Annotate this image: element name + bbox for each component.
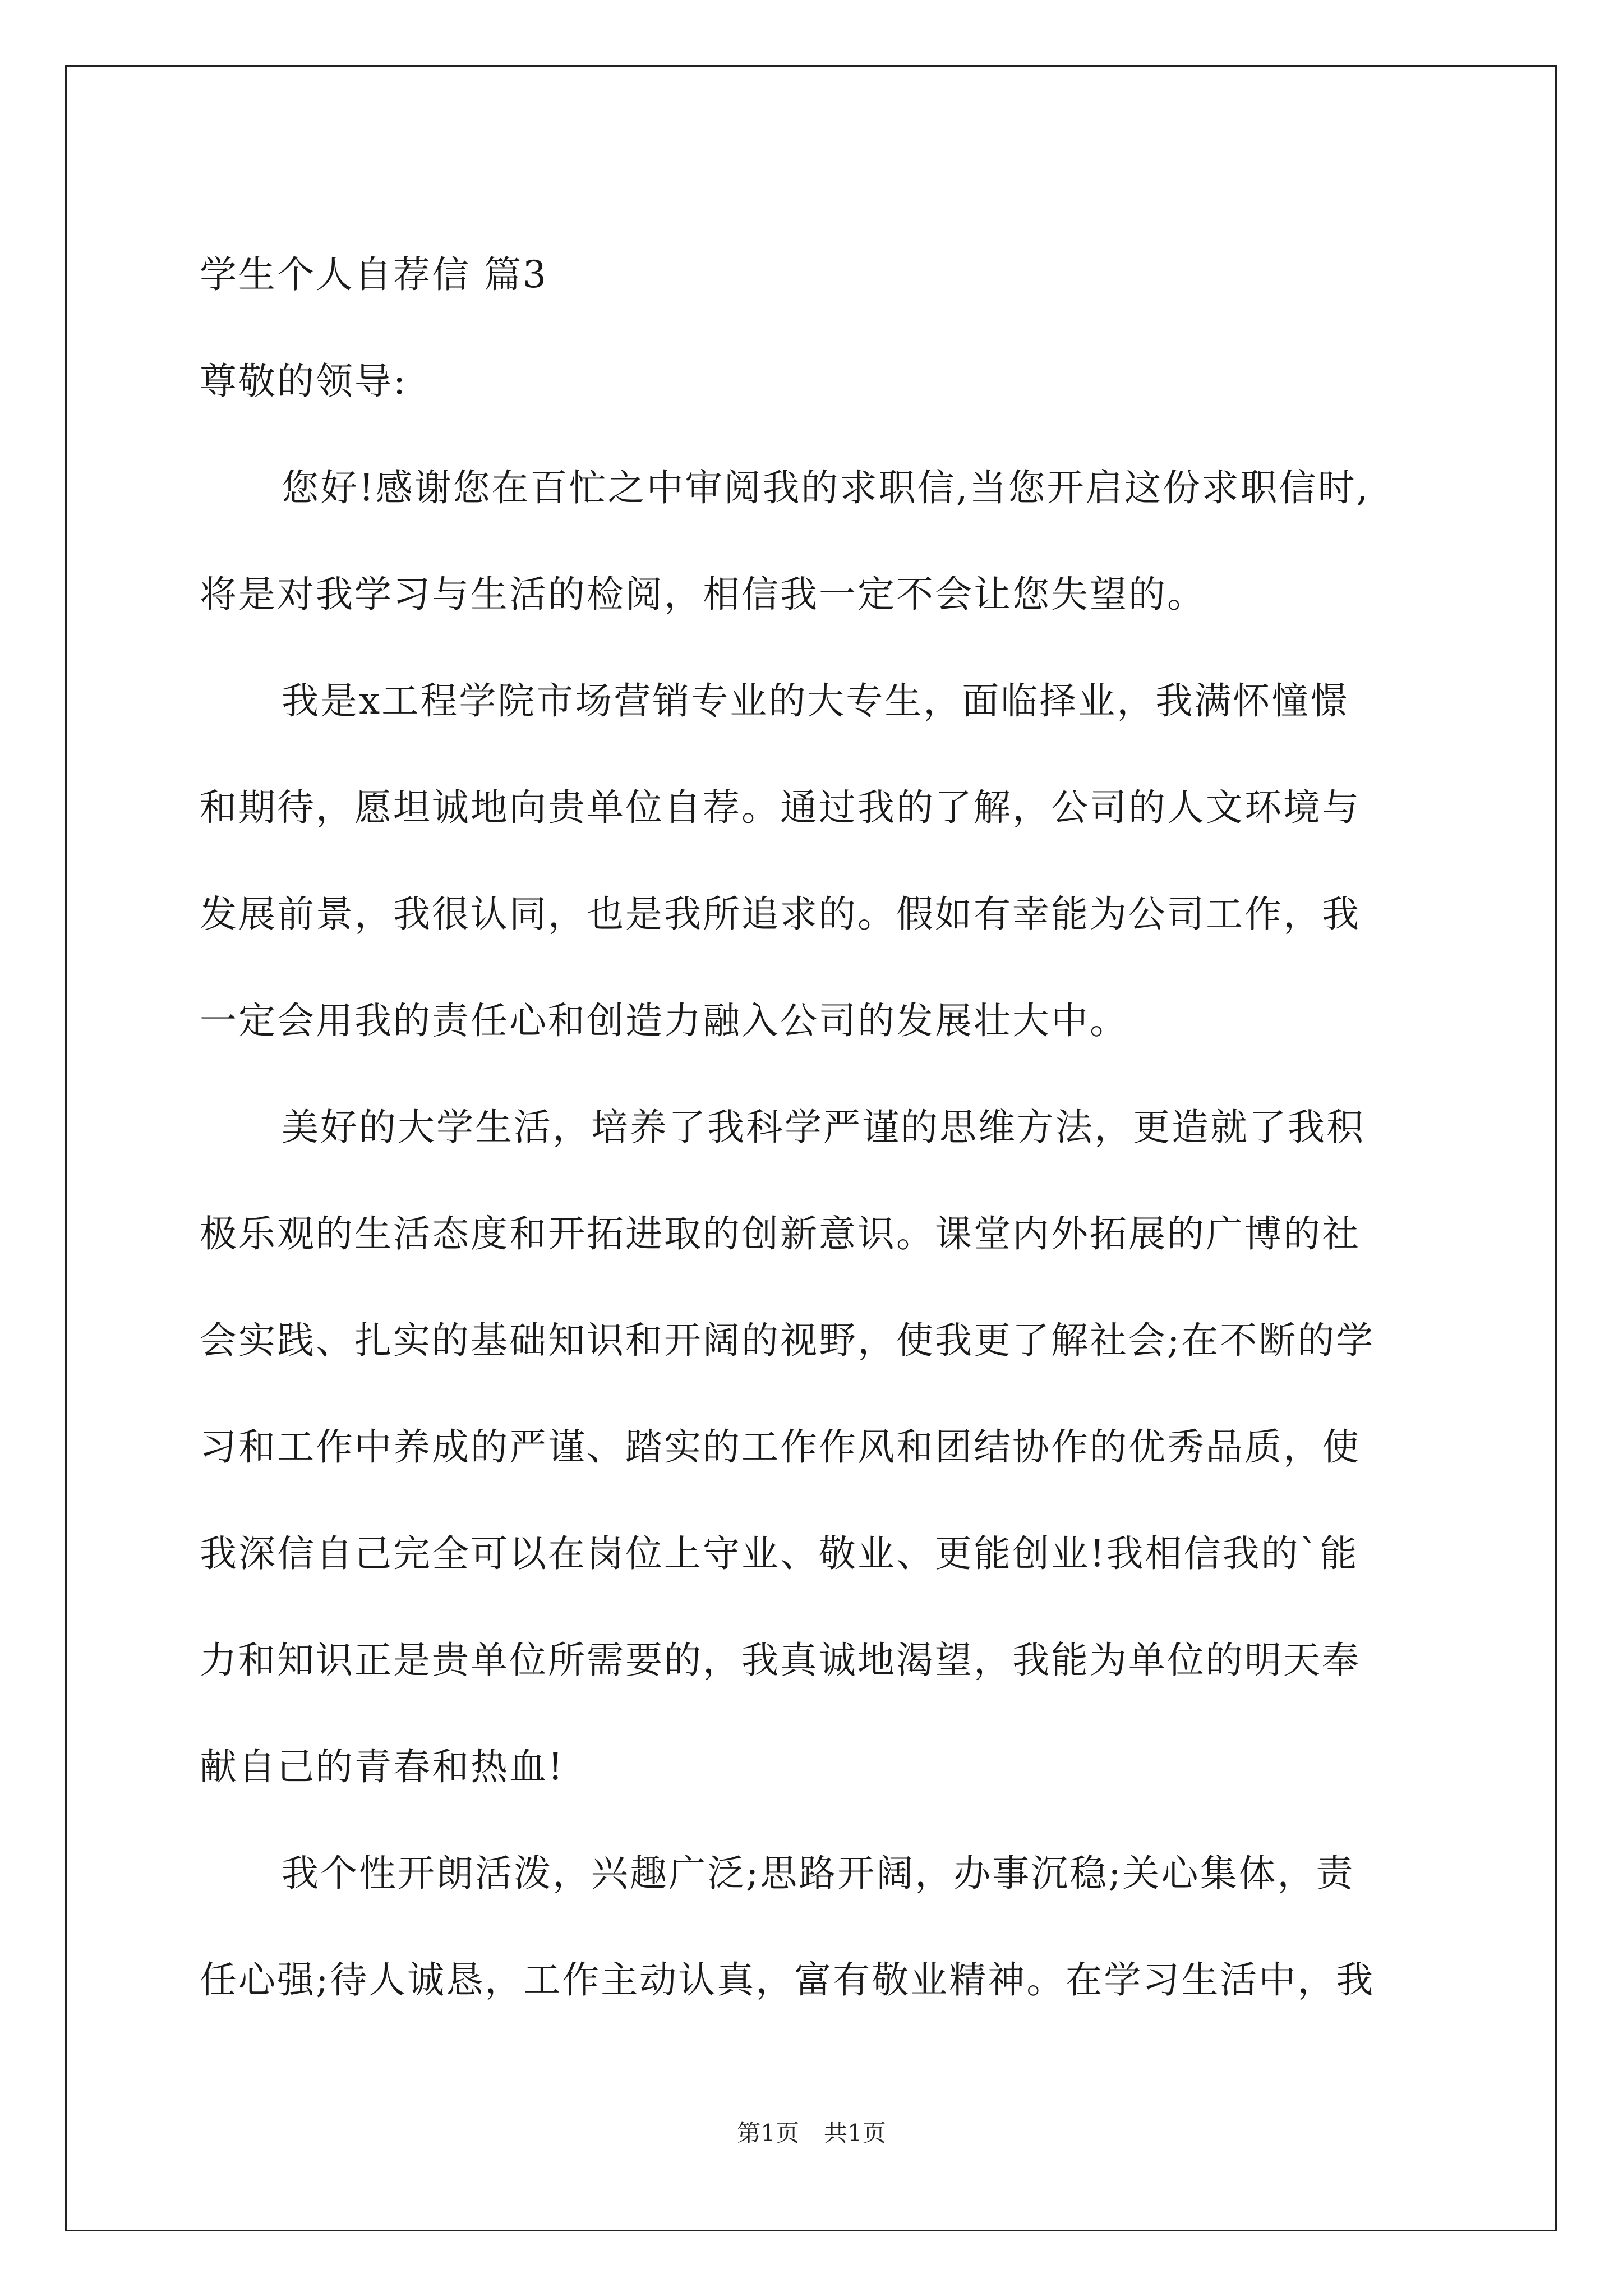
paragraph-line: 我深信自己完全可以在岗位上守业、敬业、更能创业!我相信我的`能 [200, 1532, 1359, 1575]
paragraph-line: 极乐观的生活态度和开拓进取的创新意识。课堂内外拓展的广博的社 [200, 1212, 1361, 1255]
paragraph-line: 美好的大学生活，培养了我科学严谨的思维方法，更造就了我积 [282, 1106, 1365, 1149]
paragraph-line: 会实践、扎实的基础知识和开阔的视野，使我更了解社会;在不断的学 [200, 1319, 1375, 1362]
salutation: 尊敬的领导: [200, 360, 408, 403]
page-number-current: 第1页 [737, 2119, 799, 2147]
paragraph-line: 我个性开朗活泼，兴趣广泛;思路开阔，办事沉稳;关心集体，责 [282, 1852, 1355, 1895]
paragraph-line: 献自己的青春和热血! [200, 1745, 565, 1788]
paragraph-line: 将是对我学习与生活的检阅，相信我一定不会让您失望的。 [200, 573, 1206, 616]
paragraph-line: 发展前景，我很认同，也是我所追求的。假如有幸能为公司工作，我 [200, 892, 1361, 936]
paragraph-line: 我是x工程学院市场营销专业的大专生，面临择业，我满怀憧憬 [282, 679, 1349, 723]
paragraph-line: 您好!感谢您在百忙之中审阅我的求职信,当您开启这份求职信时, [282, 466, 1370, 509]
paragraph-line: 任心强;待人诚恳，工作主动认真，富有敬业精神。在学习生活中，我 [200, 1958, 1375, 2001]
letter-title: 学生个人自荐信 篇3 [200, 253, 548, 296]
page-number-total: 共1页 [824, 2119, 886, 2147]
paragraph-line: 习和工作中养成的严谨、踏实的工作作风和团结协作的优秀品质，使 [200, 1425, 1361, 1469]
paragraph-line: 一定会用我的责任心和创造力融入公司的发展壮大中。 [200, 999, 1128, 1042]
letter-body [200, 222, 1433, 2033]
paragraph-line: 力和知识正是贵单位所需要的，我真诚地渴望，我能为单位的明天奉 [200, 1639, 1361, 1682]
paragraph-line: 和期待，愿坦诚地向贵单位自荐。通过我的了解，公司的人文环境与 [200, 786, 1361, 829]
page-footer [0, 2115, 1623, 2148]
